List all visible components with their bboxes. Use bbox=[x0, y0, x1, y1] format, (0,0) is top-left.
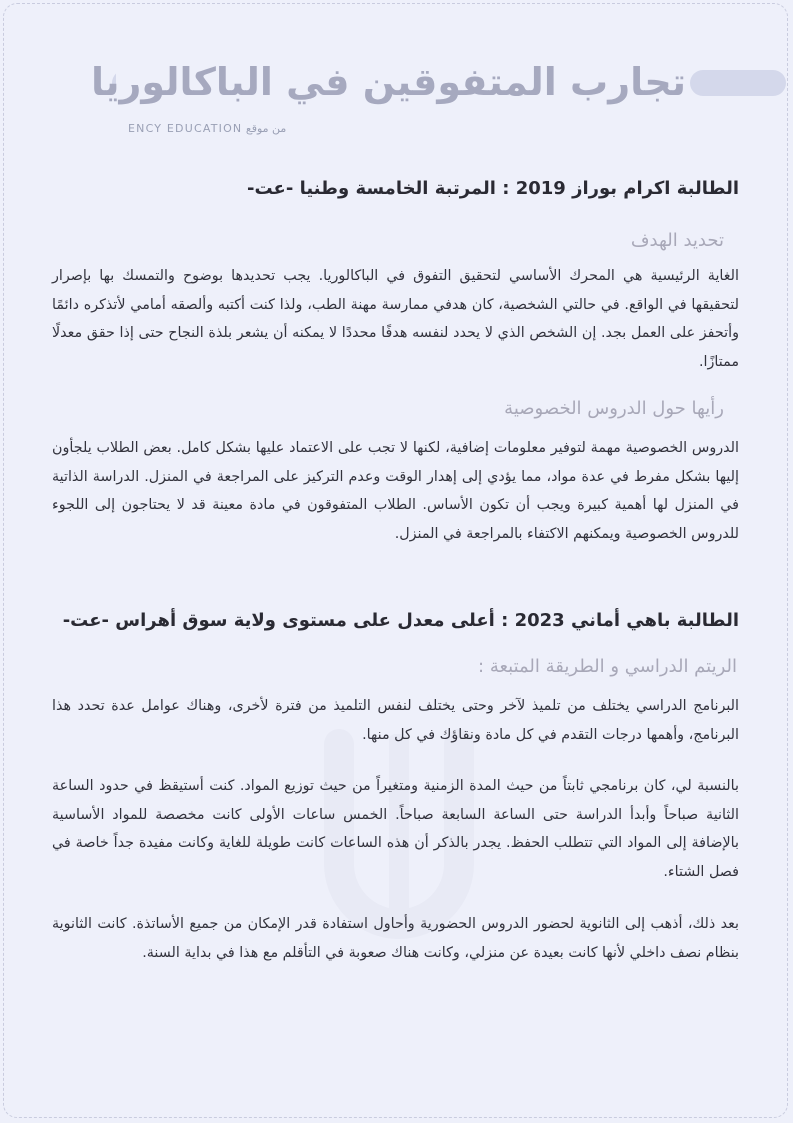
section-title-routine: الريتم الدراسي و الطريقة المتبعة : bbox=[478, 656, 737, 677]
page-title: تجارب المتفوقين في الباكالوريا bbox=[116, 54, 686, 110]
paragraph-routine-1: البرنامج الدراسي يختلف من تلميذ لآخر وحتى يختلف لنفس التلميذ من فترة لأخرى، وهناك عوامل عدة تحدد هذا البرنامج، وأهمها درجات التقدم في كل مادة ونقاؤك في كل منها. bbox=[52, 698, 739, 743]
title-banner-right bbox=[690, 70, 786, 96]
student-heading-2: الطالبة باهي أماني 2023 : أعلى معدل على مستوى ولاية سوق أهراس -عت- bbox=[62, 610, 739, 631]
source-site: ENCY EDUCATION bbox=[128, 122, 243, 135]
source-prefix: من موقع bbox=[245, 122, 287, 135]
paragraph-goal: الغاية الرئيسية هي المحرك الأساسي لتحقيق التفوق في الباكالوريا. يجب تحديدها بوضوح والتمسك بها بإصرار لتحقيقها في الواقع. في حالتي الشخصية، كان هدفي ممارسة مهنة الطب، ولذا كنت أكتبه وألصقه أمامي لأتذكره دائمًا وأتحفز على العمل بجد. إن الشخص الذي لا يحدد لنفسه هدفًا محددًا لا يمكنه أن يشعر بلذة النجاح حتى إذا حقق معدلًا ممتازًا. bbox=[52, 268, 739, 370]
page-frame bbox=[3, 3, 788, 1118]
section-title-private-lessons: رأيها حول الدروس الخصوصية bbox=[504, 398, 724, 419]
student-heading-1: الطالبة اكرام بوراز 2019 : المرتبة الخامسة وطنيا -عت- bbox=[247, 178, 739, 199]
paragraph-routine-3: بعد ذلك، أذهب إلى الثانوية لحضور الدروس الحضورية وأحاول استفادة قدر الإمكان من جميع الأساتذة. كانت الثانوية بنظام نصف داخلي لأنها كانت بعيدة عن منزلي، وكانت هناك صعوبة في التأقلم مع هذا في بداية السنة. bbox=[52, 916, 739, 961]
paragraph-private-lessons: الدروس الخصوصية مهمة لتوفير معلومات إضافية، لكنها لا تجب على الاعتماد عليها بشكل كامل. بعض الطلاب يلجأون إليها بشكل مفرط في عدة مواد، مما يؤدي إلى إهدار الوقت وعدم التركيز على المراجعة في المنزل. الدراسة الذاتية في المنزل لها أهمية كبيرة ويجب أن تكون الأساس. الطلاب المتفوقون في مادة معينة قد لا يحتاجون إلى اللجوء للدروس الخصوصية ويمكنهم الاكتفاء بالمراجعة في المنزل. bbox=[52, 440, 739, 542]
section-title-goal: تحديد الهدف bbox=[630, 230, 724, 251]
source-credit bbox=[128, 122, 328, 135]
paragraph-routine-2: بالنسبة لي، كان برنامجي ثابتاً من حيث المدة الزمنية ومتغيراً من حيث توزيع المواد. كنت أستيقظ في حدود الساعة الثانية صباحاً وأبدأ الدراسة حتى الساعة السابعة صباحاً. الخمس ساعات الأولى كانت مخصصة للمواد الأساسية بالإضافة إلى المواد التي تتطلب الحفظ. يجدر بالذكر أن هذه الساعات كانت طويلة للغاية وكانت مفيدة جداً خاصة في فصل الشتاء. bbox=[52, 778, 739, 880]
